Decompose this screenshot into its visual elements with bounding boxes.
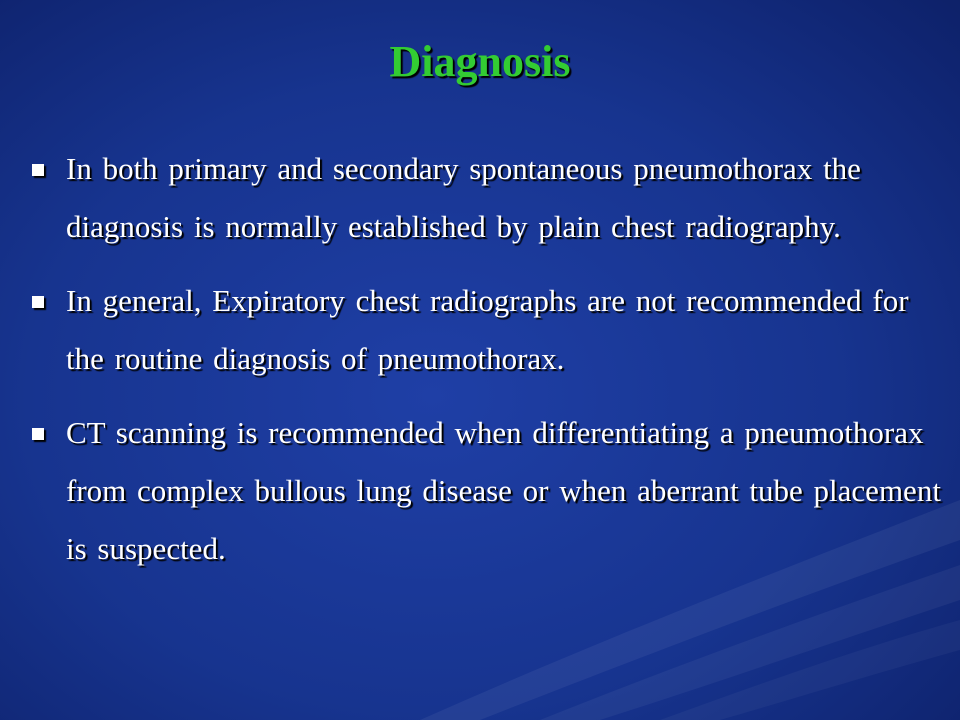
bullet-text: CT scanning is recommended when differentiating a pneumothorax from complex bullous lung disease or when aberrant tube placement is suspected. xyxy=(66,415,941,566)
square-bullet-icon xyxy=(32,296,44,308)
square-bullet-icon xyxy=(32,428,44,440)
bullet-item xyxy=(32,140,944,256)
bullet-item xyxy=(32,272,944,388)
bullet-item xyxy=(32,404,944,578)
bullet-list xyxy=(32,140,944,594)
bullet-text: In general, Expiratory chest radiographs are not recommended for the routine diagnosis of pneumothorax. xyxy=(66,283,909,376)
slide-title: Diagnosis xyxy=(389,37,571,86)
square-bullet-icon xyxy=(32,164,44,176)
bullet-text: In both primary and secondary spontaneous pneumothorax the diagnosis is normally established by plain chest radiography. xyxy=(66,151,861,244)
